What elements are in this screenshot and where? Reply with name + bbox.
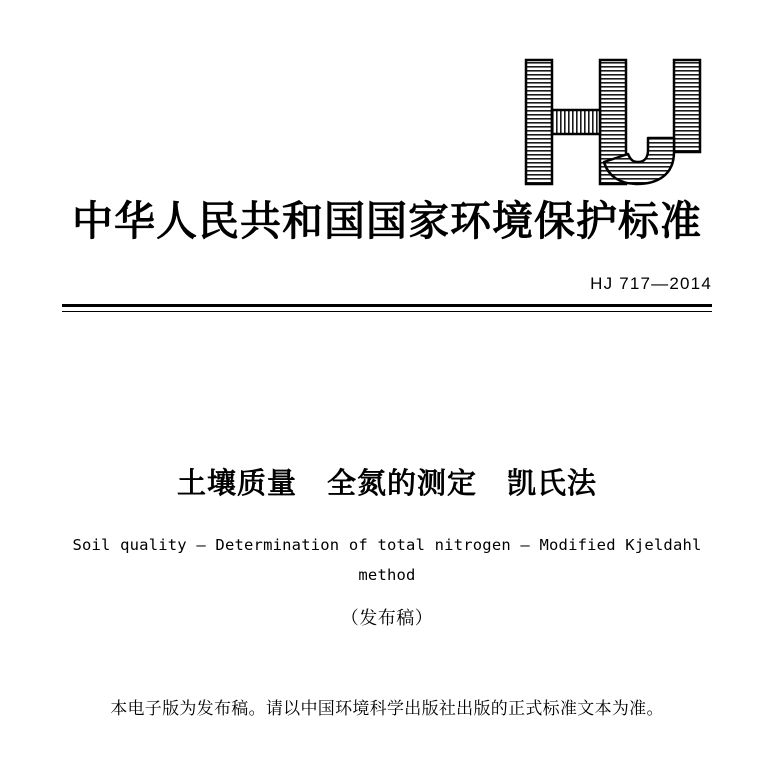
english-title-line2: method bbox=[358, 565, 416, 584]
footer-disclaimer: 本电子版为发布稿。请以中国环境科学出版社出版的正式标准文本为准。 bbox=[110, 699, 664, 718]
hj-monogram-icon bbox=[524, 58, 712, 186]
header-chinese-title: 中华人民共和国国家环境保护标准 bbox=[72, 198, 702, 244]
hj-emblem bbox=[524, 58, 712, 188]
english-title-line1: Soil quality — Determination of total nitrogen — Modified Kjeldahl bbox=[72, 535, 702, 554]
english-title bbox=[0, 530, 774, 590]
divider-thin bbox=[62, 311, 712, 312]
release-status-note: （发布稿） bbox=[340, 608, 434, 629]
standard-number: HJ 717—2014 bbox=[590, 274, 712, 293]
divider-thick bbox=[62, 304, 712, 307]
page-title: 土壤质量 全氮的测定 凯氏法 bbox=[176, 468, 597, 500]
document-title-block bbox=[0, 466, 774, 630]
national-standard-header bbox=[0, 198, 774, 245]
